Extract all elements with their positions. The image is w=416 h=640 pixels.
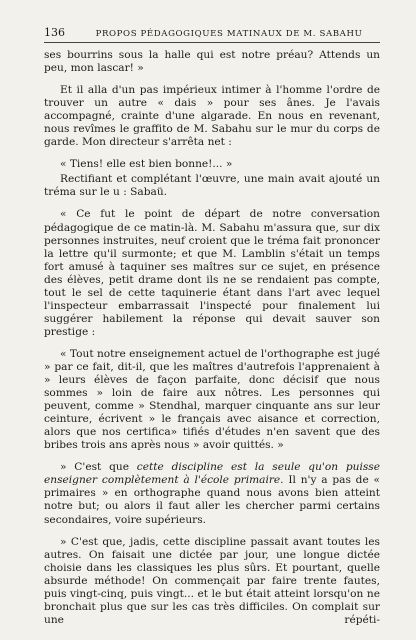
paragraph: Rectifiant et complétant l'œuvre, une main avait ajouté un tréma sur le u : Sabaü.: [44, 173, 380, 199]
paragraph-with-emphasis: [44, 461, 380, 526]
running-head: PROPOS PÉDAGOGIQUES MATINAUX DE M. SABAHU: [95, 29, 363, 39]
text-run: » C'est que: [60, 461, 137, 474]
paragraph-quotation: « Tout notre enseignement actuel de l'orthographe est jugé » par ce fait, dit-il, que les maîtres d'autrefois l'apprenaient à » leurs élèves de façon parfaite, donc décisif que nous sommes » loin de faire aux nôtres. Les personnes qui peuvent, comme » Stendhal, marquer cinquante ans sur leur ceinture, écrivent » le français avec aisance et correction, alors que nos certifica» tifiés d'études n'en savent que des bribes trois ans après nous » avoir quittés. »: [44, 347, 380, 452]
paragraph-continuation: ses bourrins sous la halle qui est notre préau? Attends un peu, mon lascar! »: [44, 49, 380, 75]
paragraph: Et il alla d'un pas impérieux intimer à l'homme l'ordre de trouver un autre « dais » pour ses ânes. Je l'avais accompagné, crainte d'une algarade. En nous en revenant, nous revîmes le graffito de M. Sabahu sur le mur du corps de garde. Mon directeur s'arrêta net :: [44, 84, 380, 149]
emphasis-text: cette discipline est la seule qu'on puisse enseigner complètement à l'école primaire.: [44, 461, 380, 487]
paragraph: « Ce fut le point de départ de notre conversation pédagogique de ce matin-là. M. Sabahu m'assura que, sur dix personnes instruites, neuf croient que le tréma fait prononcer la lettre qu'il surmonte; et que M. Lamblin s'était un temps fort amusé à taquiner ses maîtres sur ce sujet, en présence des élèves, petit drame dont ils ne se rendaient pas compte, tout le sel de cette taquinerie étant dans l'art avec lequel l'inspecteur embarrassait l'inspecté pour finalement lui suggérer habilement la réponse qui devait sauver son prestige :: [44, 208, 380, 338]
text-run: Il n'y a pas de « primaires » en orthographe quand nous avons bien atteint notre but; ou alors il faut aller les chercher parmi certains secondaires, voire supérieurs.: [44, 474, 380, 526]
page-number: 136: [44, 26, 65, 39]
page-header: [44, 26, 380, 43]
body-text: [44, 49, 380, 627]
paragraph: » C'est que, jadis, cette discipline passait avant toutes les autres. On faisait une dictée par jour, une longue dictée choisie dans les classiques les plus sûrs. Et pourtant, quelle absurde méthode! On commençait par faire trente fautes, puis vingt-cinq, puis vingt... et le but était atteint lorsqu'on ne bronchait plus que sur les cas très difficiles. On complait sur une répéti-: [44, 535, 380, 626]
paragraph-exclamation: « Tiens! elle est bien bonne!... »: [60, 158, 233, 171]
